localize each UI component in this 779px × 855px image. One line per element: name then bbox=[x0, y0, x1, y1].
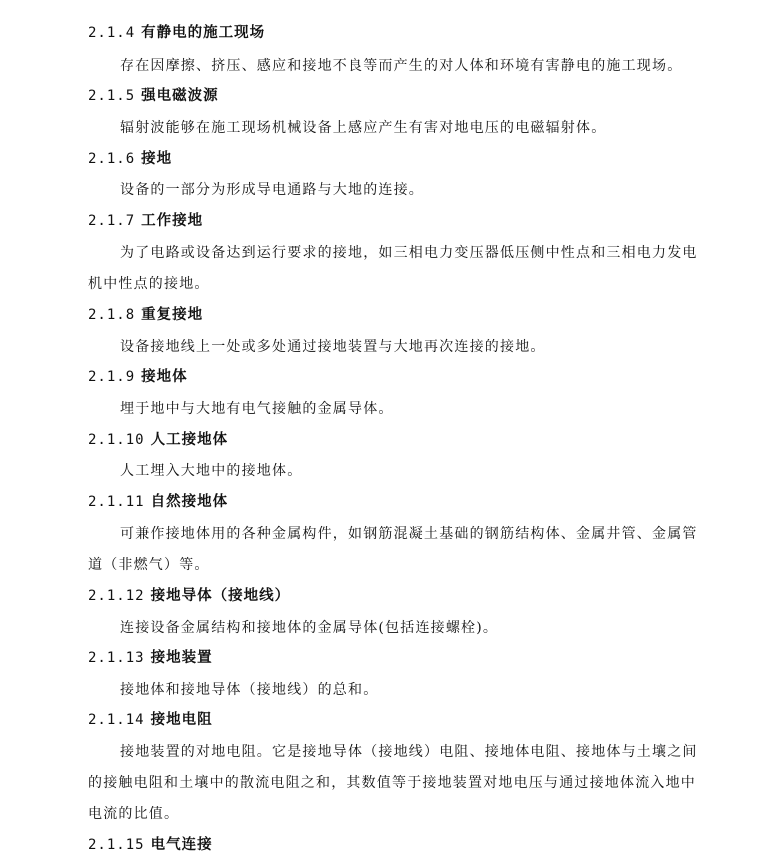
section-body-line: 接地体和接地导体（接地线）的总和。 bbox=[120, 682, 379, 698]
section-title: 有静电的施工现场 bbox=[141, 25, 266, 41]
section-number: 2.1.13 bbox=[88, 650, 145, 666]
section-title: 接地电阻 bbox=[150, 712, 213, 728]
section-heading bbox=[88, 211, 203, 231]
section-body-line: 人工埋入大地中的接地体。 bbox=[120, 463, 303, 479]
section-body-line: 埋于地中与大地有电气接触的金属导体。 bbox=[120, 401, 394, 417]
section-number: 2.1.12 bbox=[88, 588, 145, 604]
section-number: 2.1.8 bbox=[88, 307, 136, 323]
section-title: 自然接地体 bbox=[150, 494, 229, 510]
section-body-line: 为了电路或设备达到运行要求的接地，如三相电力变压器低压侧中性点和三相电力发电 bbox=[120, 245, 698, 261]
section-title: 人工接地体 bbox=[150, 432, 229, 448]
section-number: 2.1.10 bbox=[88, 432, 145, 448]
section-body-line: 辐射波能够在施工现场机械设备上感应产生有害对地电压的电磁辐射体。 bbox=[120, 120, 607, 136]
section-heading bbox=[88, 23, 265, 43]
section-body-line: 机中性点的接地。 bbox=[88, 276, 210, 292]
section-heading bbox=[88, 86, 219, 106]
section-body-line: 可兼作接地体用的各种金属构件，如钢筋混凝土基础的钢筋结构体、金属井管、金属管 bbox=[120, 526, 698, 542]
section-title: 接地装置 bbox=[150, 650, 213, 666]
section-title: 工作接地 bbox=[141, 213, 204, 229]
section-heading bbox=[88, 648, 213, 668]
section-heading bbox=[88, 430, 228, 450]
section-number: 2.1.6 bbox=[88, 151, 136, 167]
section-title: 接地 bbox=[141, 151, 173, 167]
section-body-line: 存在因摩擦、挤压、感应和接地不良等而产生的对人体和环境有害静电的施工现场。 bbox=[120, 58, 683, 74]
section-number: 2.1.4 bbox=[88, 25, 136, 41]
section-number: 2.1.7 bbox=[88, 213, 136, 229]
section-body-line: 设备的一部分为形成导电通路与大地的连接。 bbox=[120, 182, 424, 198]
section-title: 电气连接 bbox=[150, 837, 213, 853]
section-heading bbox=[88, 710, 213, 730]
section-heading bbox=[88, 305, 203, 325]
section-heading bbox=[88, 149, 172, 169]
section-body-line: 连接设备金属结构和接地体的金属导体(包括连接螺栓)。 bbox=[120, 620, 499, 636]
section-title: 重复接地 bbox=[141, 307, 204, 323]
section-number: 2.1.14 bbox=[88, 712, 145, 728]
section-number: 2.1.9 bbox=[88, 369, 136, 385]
section-heading bbox=[88, 492, 228, 512]
section-title: 接地导体（接地线） bbox=[150, 588, 291, 604]
section-heading bbox=[88, 586, 290, 606]
section-body-line: 接地装置的对地电阻。它是接地导体（接地线）电阻、接地体电阻、接地体与土壤之间 bbox=[120, 744, 698, 760]
section-heading bbox=[88, 835, 213, 855]
section-body-line: 设备接地线上一处或多处通过接地装置与大地再次连接的接地。 bbox=[120, 339, 546, 355]
section-body-line: 道（非燃气）等。 bbox=[88, 557, 210, 573]
section-title: 接地体 bbox=[141, 369, 188, 385]
section-heading bbox=[88, 367, 188, 387]
section-title: 强电磁波源 bbox=[141, 88, 219, 104]
section-body-line: 的接触电阻和土壤中的散流电阻之和，其数值等于接地装置对地电压与通过接地体流入地中 bbox=[88, 775, 696, 791]
section-number: 2.1.5 bbox=[88, 88, 136, 104]
section-body-line: 电流的比值。 bbox=[88, 806, 180, 822]
section-number: 2.1.11 bbox=[88, 494, 145, 510]
section-number: 2.1.15 bbox=[88, 837, 145, 853]
